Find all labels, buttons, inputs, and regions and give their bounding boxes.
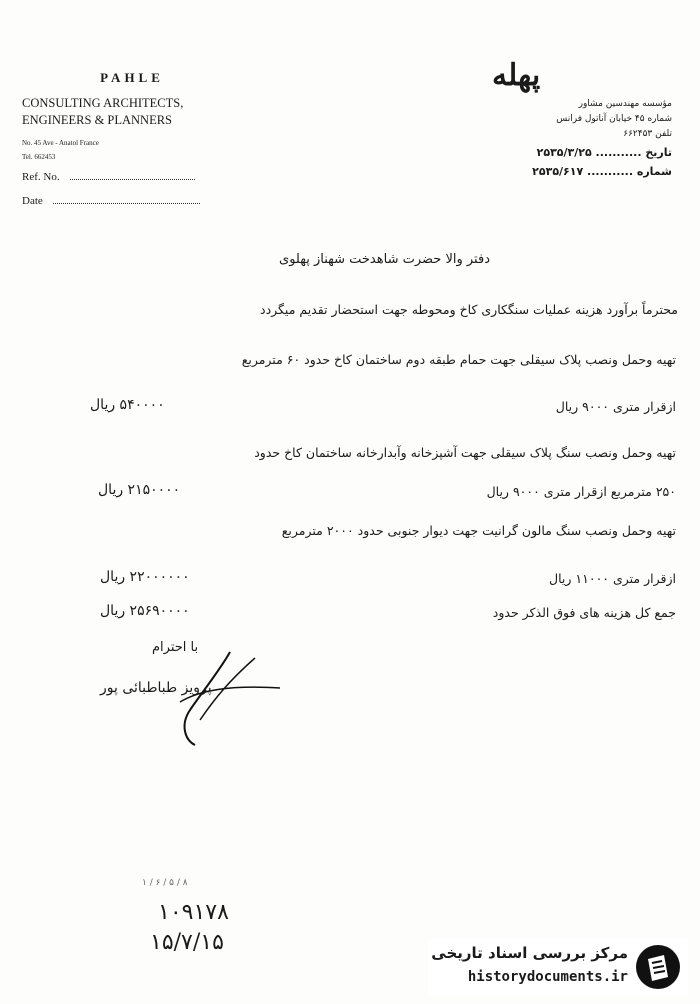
- item1-description: تهیه وحمل ونصب پلاک سیقلی جهت حمام طبقه دوم ساختمان کاخ حدود ۶۰ مترمربع: [241, 352, 676, 367]
- item2-description: تهیه وحمل ونصب سنگ پلاک سیقلی جهت آشپزخانه وآبدارخانه ساختمان کاخ حدود: [254, 445, 676, 460]
- archive-logo-icon: [634, 943, 682, 991]
- item3-total: ۲۲۰۰۰۰۰۰ ریال: [100, 569, 190, 585]
- signature-name: پرویز طباطبائی پور: [100, 680, 212, 696]
- brand-logo-text: پهله: [492, 58, 541, 93]
- sum-total: ۲۵۶۹۰۰۰۰ ریال: [100, 603, 190, 619]
- stamp-line-1: ۱۰۹۱۷۸: [158, 900, 229, 925]
- date-dots: [53, 195, 200, 204]
- intro-line: محترماً برآورد هزینه عملیات سنگکاری کاخ ومحوطه جهت استحضار تقدیم میگردد: [260, 302, 678, 317]
- date-label: Date: [22, 195, 43, 207]
- item1-rate: ازقرار متری ۹۰۰۰ ریال: [555, 399, 676, 414]
- item3-description: تهیه وحمل ونصب سنگ مالون گرانیت جهت دیوار جنوبی حدود ۲۰۰۰ مترمربع: [281, 523, 676, 538]
- item1-total: ۵۴۰۰۰۰ ریال: [90, 397, 165, 413]
- date-field: [22, 195, 242, 207]
- fa-line-1: مؤسسه مهندسین مشاور: [578, 99, 672, 109]
- letterhead-english: [22, 70, 242, 207]
- item2-total: ۲۱۵۰۰۰۰ ریال: [98, 482, 181, 498]
- fa-number-value: ۲۵۳۵/۶۱۷: [532, 165, 584, 178]
- addressee: دفتر والا حضرت شاهدخت شهناز پهلوی: [279, 252, 490, 267]
- fa-date-label: تاریخ: [645, 146, 672, 159]
- closing: با احترام: [152, 640, 199, 655]
- fa-number-row: شماره ........... ۲۵۳۵/۶۱۷: [532, 165, 672, 178]
- stamp-line-2: ۱۵/۷/۱۵: [150, 930, 224, 955]
- ref-field: [22, 171, 242, 183]
- stamp-header: ۱ / ۶ / ۵ / ۸: [142, 878, 188, 888]
- letterhead-persian: [472, 58, 672, 178]
- fa-number-label: شماره: [636, 165, 672, 178]
- fa-line-3: تلفن ۶۶۲۴۵۳: [623, 129, 672, 139]
- firm-line-2: ENGINEERS & PLANNERS: [22, 113, 173, 127]
- sum-label: جمع کل هزینه های فوق الذکر حدود: [492, 605, 676, 620]
- fa-line-2: شماره ۴۵ خیابان آناتول فرانس: [556, 114, 672, 124]
- firm-address: No. 45 Ave - Anatol France: [22, 139, 99, 147]
- item2-rate: ۲۵۰ مترمربع ازقرار متری ۹۰۰۰ ریال: [486, 484, 676, 499]
- archive-watermark: [428, 938, 688, 996]
- watermark-title: مرکز بررسی اسناد تاریخی: [431, 944, 628, 962]
- item3-rate: ازقرار متری ۱۱۰۰۰ ریال: [549, 571, 676, 586]
- fa-date-row: تاریخ ........... ۲۵۳۵/۳/۲۵: [536, 146, 672, 159]
- ref-dots: [70, 171, 195, 180]
- ref-label: Ref. No.: [22, 171, 60, 183]
- fa-date-value: ۲۵۳۵/۳/۲۵: [536, 146, 592, 159]
- firm-tel: Tel. 662453: [22, 153, 56, 161]
- registration-stamp: [120, 872, 280, 967]
- firm-name: PAHLE: [100, 70, 164, 85]
- watermark-url: historydocuments.ir: [467, 969, 628, 985]
- firm-line-1: CONSULTING ARCHITECTS,: [22, 96, 184, 110]
